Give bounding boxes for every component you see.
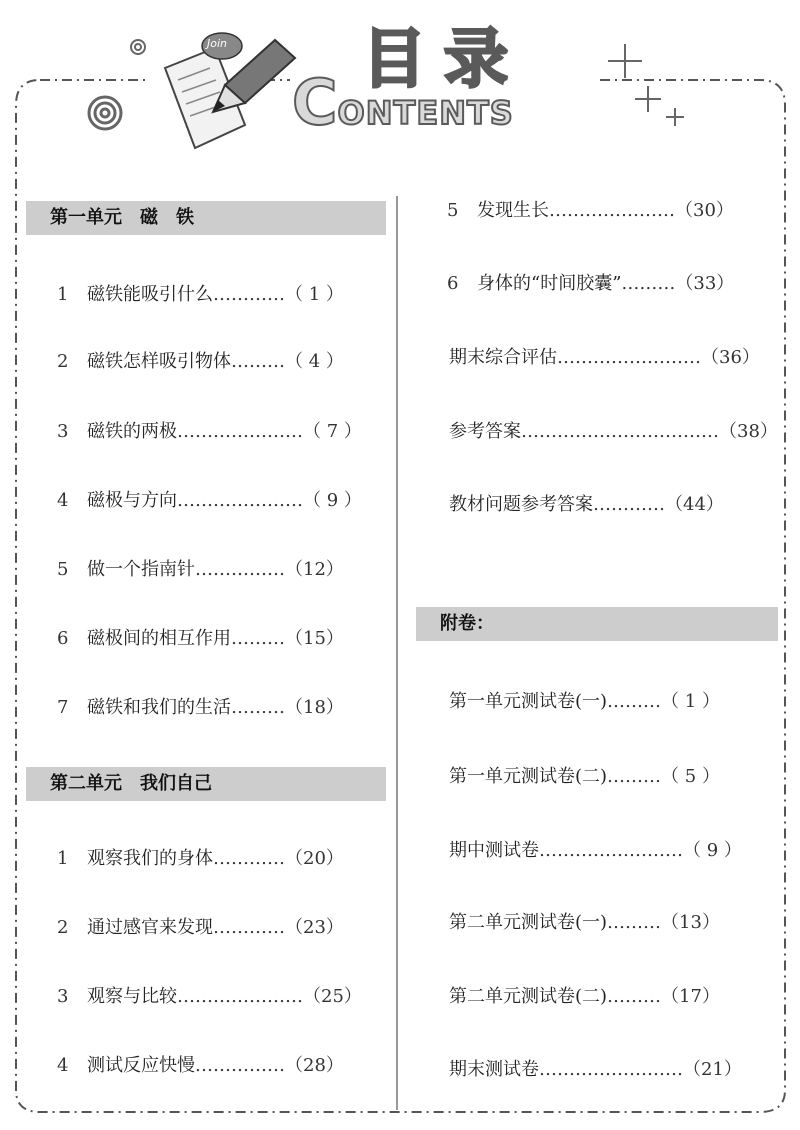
- toc-entry[interactable]: [57, 350, 344, 374]
- toc-entry[interactable]: [447, 272, 734, 296]
- entry-number: 2: [57, 351, 69, 372]
- entry-page: （44）: [665, 494, 724, 515]
- entry-number: 7: [57, 697, 69, 718]
- entry-leader: ………: [231, 351, 285, 372]
- entry-title: 做一个指南针: [87, 559, 195, 580]
- toc-entry[interactable]: [57, 916, 344, 940]
- entry-page: （28）: [285, 1055, 344, 1076]
- toc-entry[interactable]: [57, 696, 344, 720]
- appendix-entry[interactable]: [449, 911, 720, 935]
- pencil-paper-icon: [165, 33, 295, 148]
- entry-number: 5: [57, 559, 69, 580]
- entry-leader: ……………………………: [521, 421, 719, 442]
- toc-entry[interactable]: [449, 346, 760, 370]
- appendix-header: 附卷：: [416, 607, 778, 641]
- entry-page: （23）: [285, 917, 344, 938]
- entry-leader: ………: [231, 628, 285, 649]
- toc-entry[interactable]: [57, 1054, 344, 1078]
- entry-page: （38）: [719, 421, 778, 442]
- toc-entry[interactable]: [447, 199, 734, 223]
- entry-page: （33）: [675, 273, 735, 294]
- entry-leader: ………: [607, 766, 662, 787]
- entry-page: （12）: [285, 559, 344, 580]
- entry-leader: ………: [607, 986, 662, 1007]
- appendix-entry[interactable]: [449, 765, 720, 789]
- appendix-entry[interactable]: [449, 690, 720, 714]
- entry-leader: …………: [213, 917, 285, 938]
- entry-leader: …………………: [177, 986, 303, 1007]
- entry-title: 第一单元测试卷(一): [449, 691, 608, 712]
- contents-rest: ONTENTS: [337, 94, 514, 132]
- entry-leader: ………: [621, 273, 676, 294]
- entry-number: 4: [57, 490, 69, 511]
- entry-leader: …………………: [177, 421, 303, 442]
- entry-page: （ 9 ）: [683, 840, 742, 861]
- toc-entry[interactable]: [57, 489, 362, 513]
- entry-title: 观察我们的身体: [87, 848, 213, 869]
- entry-leader: ……………: [195, 559, 285, 580]
- entry-title: 发现生长: [477, 200, 549, 221]
- entry-number: 1: [57, 848, 69, 869]
- sparkle-icon: [608, 44, 684, 126]
- toc-entry[interactable]: [57, 847, 344, 871]
- appendix-entry[interactable]: [449, 985, 720, 1009]
- contents-heading: [292, 66, 514, 139]
- entry-number: 3: [57, 986, 69, 1007]
- entry-number: 1: [57, 284, 69, 305]
- toc-entry[interactable]: [57, 420, 362, 444]
- entry-page: （ 9 ）: [303, 490, 362, 511]
- entry-page: （18）: [285, 697, 344, 718]
- entry-page: （ 1 ）: [285, 284, 344, 305]
- toc-entry[interactable]: [57, 283, 344, 307]
- small-swirl-icon: [131, 40, 145, 54]
- entry-title: 通过感官来发现: [87, 917, 213, 938]
- entry-number: 6: [57, 628, 69, 649]
- toc-entry[interactable]: [57, 558, 344, 582]
- entry-leader: …………: [213, 284, 285, 305]
- toc-entry[interactable]: [449, 420, 778, 444]
- entry-page: （21）: [683, 1059, 742, 1080]
- entry-title: 期末综合评估: [449, 347, 557, 368]
- entry-number: 3: [57, 421, 69, 442]
- entry-page: （ 4 ）: [285, 351, 344, 372]
- appendix-entry[interactable]: [449, 839, 742, 863]
- entry-title: 观察与比较: [87, 986, 177, 1007]
- page-title: 目录: [362, 23, 526, 97]
- toc-entry[interactable]: [57, 627, 344, 651]
- entry-leader: …………………: [549, 200, 675, 221]
- entry-leader: ……………………: [557, 347, 701, 368]
- appendix-entry[interactable]: [449, 1058, 742, 1082]
- entry-title: 期末测试卷: [449, 1059, 539, 1080]
- entry-page: （36）: [701, 347, 760, 368]
- entry-title: 磁极与方向: [87, 490, 177, 511]
- entry-page: （ 1 ）: [661, 691, 720, 712]
- entry-title: 磁铁的两极: [87, 421, 177, 442]
- entry-leader: …………: [593, 494, 665, 515]
- entry-leader: ……………………: [539, 840, 683, 861]
- swirl-icon: [89, 97, 121, 129]
- entry-title: 测试反应快慢: [87, 1055, 195, 1076]
- entry-page: （30）: [675, 200, 734, 221]
- entry-title: 第二单元测试卷(一): [449, 912, 608, 933]
- entry-title: 期中测试卷: [449, 840, 539, 861]
- entry-page: （15）: [285, 628, 344, 649]
- entry-page: （ 7 ）: [303, 421, 362, 442]
- entry-leader: ……………: [195, 1055, 285, 1076]
- unit2-header: 第二单元 我们自己: [26, 767, 386, 801]
- entry-page: （13）: [661, 912, 720, 933]
- toc-entry[interactable]: [449, 493, 724, 517]
- entry-page: （17）: [661, 986, 720, 1007]
- entry-number: 2: [57, 917, 69, 938]
- entry-title: 第一单元测试卷(二): [449, 766, 608, 787]
- entry-page: （ 5 ）: [661, 766, 720, 787]
- entry-title: 磁极间的相互作用: [87, 628, 231, 649]
- entry-number: 4: [57, 1055, 69, 1076]
- entry-leader: ………: [231, 697, 285, 718]
- entry-leader: …………: [213, 848, 285, 869]
- entry-number: 6: [447, 273, 459, 294]
- join-badge: Join: [207, 37, 228, 50]
- entry-leader: …………………: [177, 490, 303, 511]
- entry-page: （25）: [303, 986, 362, 1007]
- entry-number: 5: [447, 200, 459, 221]
- contents-initial: C: [292, 66, 338, 139]
- entry-leader: ………: [607, 912, 662, 933]
- entry-title: 身体的“时间胶囊”: [477, 273, 622, 294]
- entry-title: 教材问题参考答案: [449, 494, 593, 515]
- entry-page: （20）: [285, 848, 344, 869]
- entry-title: 磁铁怎样吸引物体: [87, 351, 231, 372]
- entry-title: 参考答案: [449, 421, 521, 442]
- toc-entry[interactable]: [57, 985, 362, 1009]
- unit1-header: 第一单元 磁 铁: [26, 201, 386, 235]
- entry-title: 第二单元测试卷(二): [449, 986, 608, 1007]
- entry-title: 磁铁能吸引什么: [87, 284, 213, 305]
- entry-leader: ………: [607, 691, 662, 712]
- entry-leader: ……………………: [539, 1059, 683, 1080]
- entry-title: 磁铁和我们的生活: [87, 697, 231, 718]
